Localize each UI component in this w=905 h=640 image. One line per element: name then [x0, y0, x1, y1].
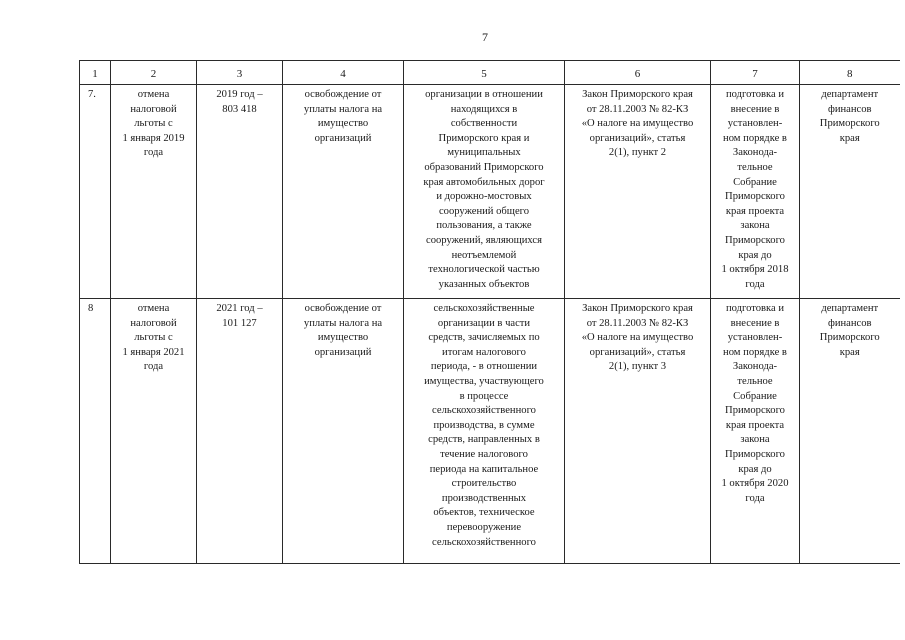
legal-basis: Закон Приморского края от 28.11.2003 № 82-КЗ «О налоге на имущество организаций», статья 2(1), пункт 3: [565, 299, 711, 564]
responsible-body: департамент финансов Приморского края: [800, 299, 900, 564]
table-row: [80, 85, 900, 299]
table-header-row: [80, 61, 900, 85]
measure: подготовка и внесение в установлен- ном порядке в Законода- тельное Собрание Приморского края проекта закона Приморского края до 1 октября 2018 года: [711, 85, 800, 299]
header-cell: 6: [565, 61, 711, 85]
benefit-action: отмена налоговой льготы с 1 января 2021 года: [111, 299, 197, 564]
beneficiaries: организации в отношении находящихся в собственности Приморского края и муниципальных образований Приморского края автомобильных дорог и дорожно-мостовых сооружений общего пользования, а также сооружений, являющихся неотъемлемой технологической частью указанных объектов: [404, 85, 565, 299]
header-cell: 3: [197, 61, 283, 85]
benefit-action: отмена налоговой льготы с 1 января 2019 года: [111, 85, 197, 299]
page-number: 7: [482, 30, 488, 44]
benefit-type: освобождение от уплаты налога на имущество организаций: [283, 85, 404, 299]
header-cell: 4: [283, 61, 404, 85]
header-cell: 5: [404, 61, 565, 85]
header-cell: 1: [80, 61, 111, 85]
row-number: 8: [80, 299, 111, 564]
row-number: 7.: [80, 85, 111, 299]
responsible-body: департамент финансов Приморского края: [800, 85, 900, 299]
header-cell: 2: [111, 61, 197, 85]
legal-basis: Закон Приморского края от 28.11.2003 № 82-КЗ «О налоге на имущество организаций», статья 2(1), пункт 2: [565, 85, 711, 299]
benefit-type: освобождение от уплаты налога на имущество организаций: [283, 299, 404, 564]
header-cell: 8: [800, 61, 900, 85]
header-cell: 7: [711, 61, 800, 85]
benefits-table: [79, 60, 900, 564]
beneficiaries: сельскохозяйственные организации в части средств, зачисляемых по итогам налогового периода, - в отношении имущества, участвующего в процессе сельскохозяйственного производства, в сумме средств, направленных в течение налогового периода на капитальное строительство производственных объектов, техническое перевооружение сельскохозяйственного: [404, 299, 565, 564]
year-amount: 2019 год – 803 418: [197, 85, 283, 299]
year-amount: 2021 год – 101 127: [197, 299, 283, 564]
table-row: [80, 299, 900, 564]
measure: подготовка и внесение в установлен- ном порядке в Законода- тельное Собрание Приморского края проекта закона Приморского края до 1 октября 2020 года: [711, 299, 800, 564]
